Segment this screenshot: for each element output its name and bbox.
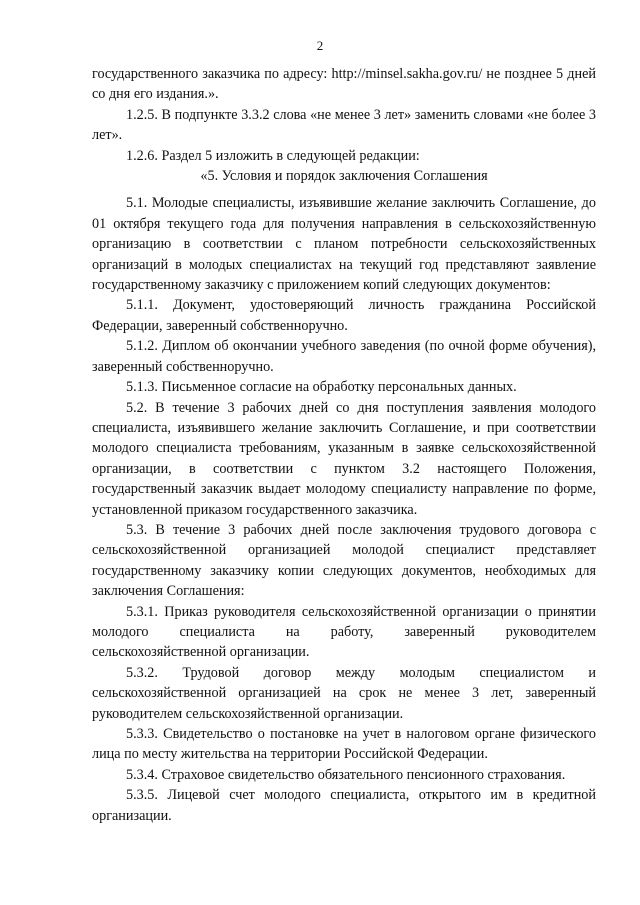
paragraph-5-3-4: 5.3.4. Страховое свидетельство обязательного пенсионного страхования. [126, 766, 566, 783]
document-body [92, 64, 596, 826]
paragraph-5-1-2: 5.1.2. Диплом об окончании учебного заведения (по очной форме обучения), заверенный собственноручно. [92, 338, 596, 375]
paragraph-5-3-1: 5.3.1. Приказ руководителя сельскохозяйственной организации о принятии молодого специалиста на работу, заверенный руководителем сельскохозяйственной организации. [92, 603, 596, 661]
paragraph-5-1-3: 5.1.3. Письменное согласие на обработку персональных данных. [126, 379, 517, 396]
page-number: 2 [316, 38, 324, 53]
paragraph-1-2-5: 1.2.5. В подпункте 3.3.2 слова «не менее 3 лет» заменить словами «не более 3 лет». [92, 106, 596, 144]
paragraph-1-2-6: 1.2.6. Раздел 5 изложить в следующей редакции: [126, 147, 420, 164]
paragraph-continuation: государственного заказчика по адресу: http://minsel.sakha.gov.ru/ не позднее 5 дней со дня его издания.». [92, 66, 596, 103]
paragraph-5-3-2: 5.3.2. Трудовой договор между молодым специалистом и сельскохозяйственной организацией на срок не менее 3 лет, заверенный руководителем сельскохозяйственной организации. [92, 664, 596, 722]
paragraph-5-3: 5.3. В течение 3 рабочих дней после заключения трудового договора с сельскохозяйственной организацией молодой специалист представляет государственному заказчику копии следующих документов, необходимых для заключения Соглашения: [92, 521, 596, 600]
paragraph-5-3-3: 5.3.3. Свидетельство о постановке на учет в налоговом органе физического лица по месту жительства на территории Российской Федерации. [92, 726, 596, 763]
paragraph-5-1: 5.1. Молодые специалисты, изъявившие желание заключить Соглашение, до 01 октября текущего года для получения направления в сельскохозяйственную организацию в соответствии с планом потребности сельскохозяйственных организаций в молодых специалистах на текущий год представляют заявление государственному заказчику с приложением копий следующих документов: [92, 195, 596, 294]
section-heading: «5. Условия и порядок заключения Соглашения [200, 168, 488, 185]
paragraph-5-3-5: 5.3.5. Лицевой счет молодого специалиста, открытого им в кредитной организации. [92, 787, 596, 824]
paragraph-5-1-1: 5.1.1. Документ, удостоверяющий личность гражданина Российской Федерации, заверенный собственноручно. [92, 297, 596, 334]
paragraph-5-2: 5.2. В течение 3 рабочих дней со дня поступления заявления молодого специалиста, изъявившего желание заключить Соглашение, и при соответствии молодого специалиста требованиям, указанным в заявке сельскохозяйственной организации, в соответствии с пунктом 3.2 настоящего Положения, государственный заказчик выдает молодому специалисту направление по форме, установленной приказом государственного заказчика. [92, 399, 596, 518]
